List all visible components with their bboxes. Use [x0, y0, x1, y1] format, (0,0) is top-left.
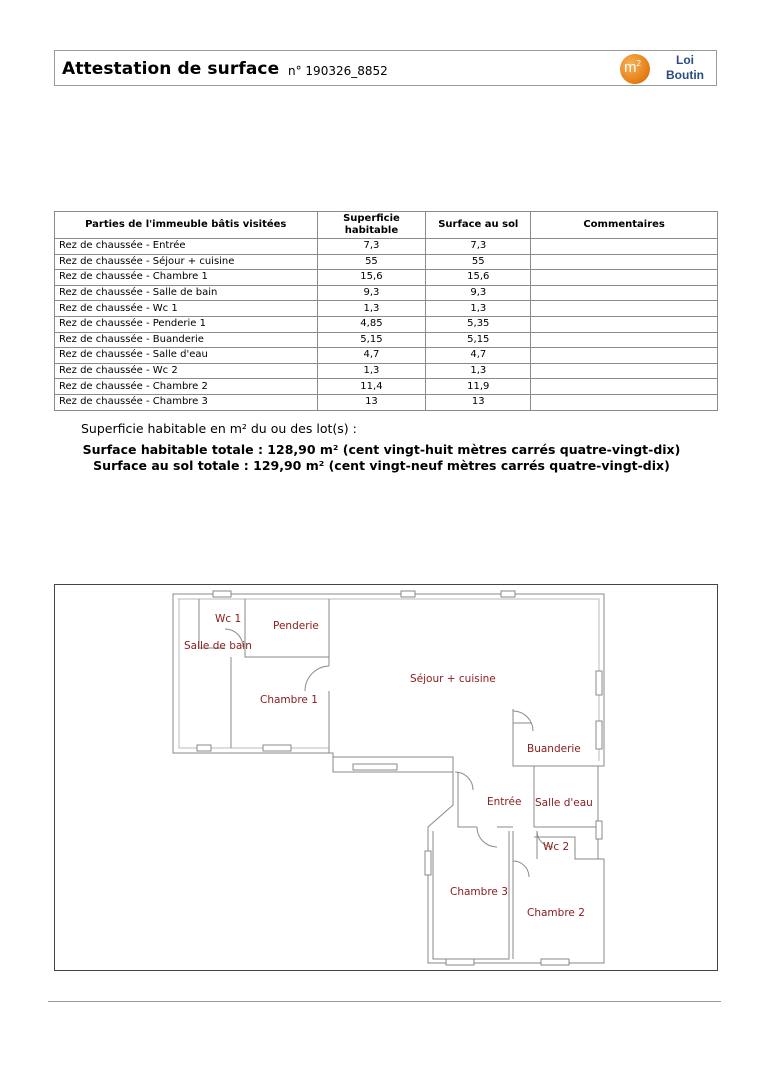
room-label-chambre2: Chambre 2 — [527, 907, 585, 919]
cell-part: Rez de chaussée - Penderie 1 — [55, 316, 318, 332]
table-row — [55, 379, 718, 395]
cell-sol: 9,3 — [426, 285, 531, 301]
col-header-habitable: Superficie habitable — [317, 212, 426, 239]
cell-part: Rez de chaussée - Chambre 1 — [55, 270, 318, 286]
table-row — [55, 332, 718, 348]
table-row — [55, 254, 718, 270]
cell-part: Rez de chaussée - Chambre 3 — [55, 394, 318, 410]
table-row — [55, 363, 718, 379]
cell-sol: 5,15 — [426, 332, 531, 348]
cell-comment — [531, 394, 718, 410]
room-label-chambre3: Chambre 3 — [450, 886, 508, 898]
room-label-salle-eau: Salle d'eau — [535, 797, 593, 809]
cell-habitable: 1,3 — [317, 301, 426, 317]
cell-comment — [531, 316, 718, 332]
surface-intro: Superficie habitable en m² du ou des lot(s) : — [81, 421, 357, 436]
table-row — [55, 301, 718, 317]
total-sol: Surface au sol totale : 129,90 m² (cent vingt-neuf mètres carrés quatre-vingt-dix) — [93, 458, 670, 473]
room-label-wc2: Wc 2 — [543, 841, 570, 853]
room-label-sejour: Séjour + cuisine — [410, 673, 496, 685]
cell-comment — [531, 332, 718, 348]
cell-sol: 5,35 — [426, 316, 531, 332]
room-label-salle-de-bain: Salle de bain — [184, 640, 252, 652]
cell-habitable: 11,4 — [317, 379, 426, 395]
cell-sol: 13 — [426, 394, 531, 410]
cell-sol: 15,6 — [426, 270, 531, 286]
floor-plan-drawing — [55, 585, 717, 970]
cell-sol: 1,3 — [426, 301, 531, 317]
cell-habitable: 15,6 — [317, 270, 426, 286]
footer-divider — [48, 1001, 721, 1002]
cell-comment — [531, 348, 718, 364]
cell-sol: 4,7 — [426, 348, 531, 364]
table-row — [55, 270, 718, 286]
cell-part: Rez de chaussée - Séjour + cuisine — [55, 254, 318, 270]
cell-comment — [531, 285, 718, 301]
cell-part: Rez de chaussée - Salle de bain — [55, 285, 318, 301]
document-header — [54, 50, 717, 86]
logo-line-2: Boutin — [666, 68, 704, 82]
cell-habitable: 4,85 — [317, 316, 426, 332]
room-label-chambre1: Chambre 1 — [260, 694, 318, 706]
table-row — [55, 394, 718, 410]
cell-part: Rez de chaussée - Wc 2 — [55, 363, 318, 379]
table-row — [55, 316, 718, 332]
surface-table — [54, 211, 718, 411]
col-header-comments: Commentaires — [531, 212, 718, 239]
document-number: n° 190326_8852 — [288, 64, 388, 78]
room-label-wc1: Wc 1 — [215, 613, 242, 625]
table-body — [55, 239, 718, 411]
cell-habitable: 5,15 — [317, 332, 426, 348]
cell-sol: 11,9 — [426, 379, 531, 395]
cell-habitable: 55 — [317, 254, 426, 270]
cell-part: Rez de chaussée - Buanderie — [55, 332, 318, 348]
room-label-penderie: Penderie — [273, 620, 319, 632]
cell-habitable: 4,7 — [317, 348, 426, 364]
room-label-entree: Entrée — [487, 796, 522, 808]
cell-part: Rez de chaussée - Chambre 2 — [55, 379, 318, 395]
total-habitable: Surface habitable totale : 128,90 m² (cent vingt-huit mètres carrés quatre-vingt-dix) — [82, 442, 681, 457]
cell-part: Rez de chaussée - Wc 1 — [55, 301, 318, 317]
col-header-part: Parties de l'immeuble bâtis visitées — [55, 212, 318, 239]
cell-comment — [531, 254, 718, 270]
col-header-sol: Surface au sol — [426, 212, 531, 239]
cell-habitable: 1,3 — [317, 363, 426, 379]
floor-plan — [54, 584, 718, 971]
cell-habitable: 9,3 — [317, 285, 426, 301]
table-row — [55, 239, 718, 255]
logo-line-1: Loi — [676, 53, 694, 67]
cell-sol: 1,3 — [426, 363, 531, 379]
document-title: Attestation de surface — [62, 59, 280, 79]
cell-part: Rez de chaussée - Entrée — [55, 239, 318, 255]
table-row — [55, 285, 718, 301]
cell-habitable: 13 — [317, 394, 426, 410]
table-row — [55, 348, 718, 364]
cell-habitable: 7,3 — [317, 239, 426, 255]
table-header-row — [55, 212, 718, 239]
cell-comment — [531, 301, 718, 317]
cell-part: Rez de chaussée - Salle d'eau — [55, 348, 318, 364]
logo-mark: $m^2$ — [624, 59, 641, 76]
cell-sol: 7,3 — [426, 239, 531, 255]
cell-comment — [531, 239, 718, 255]
cell-comment — [531, 379, 718, 395]
room-label-buanderie: Buanderie — [527, 743, 581, 755]
cell-sol: 55 — [426, 254, 531, 270]
logo-text — [655, 53, 715, 83]
cell-comment — [531, 270, 718, 286]
cell-comment — [531, 363, 718, 379]
